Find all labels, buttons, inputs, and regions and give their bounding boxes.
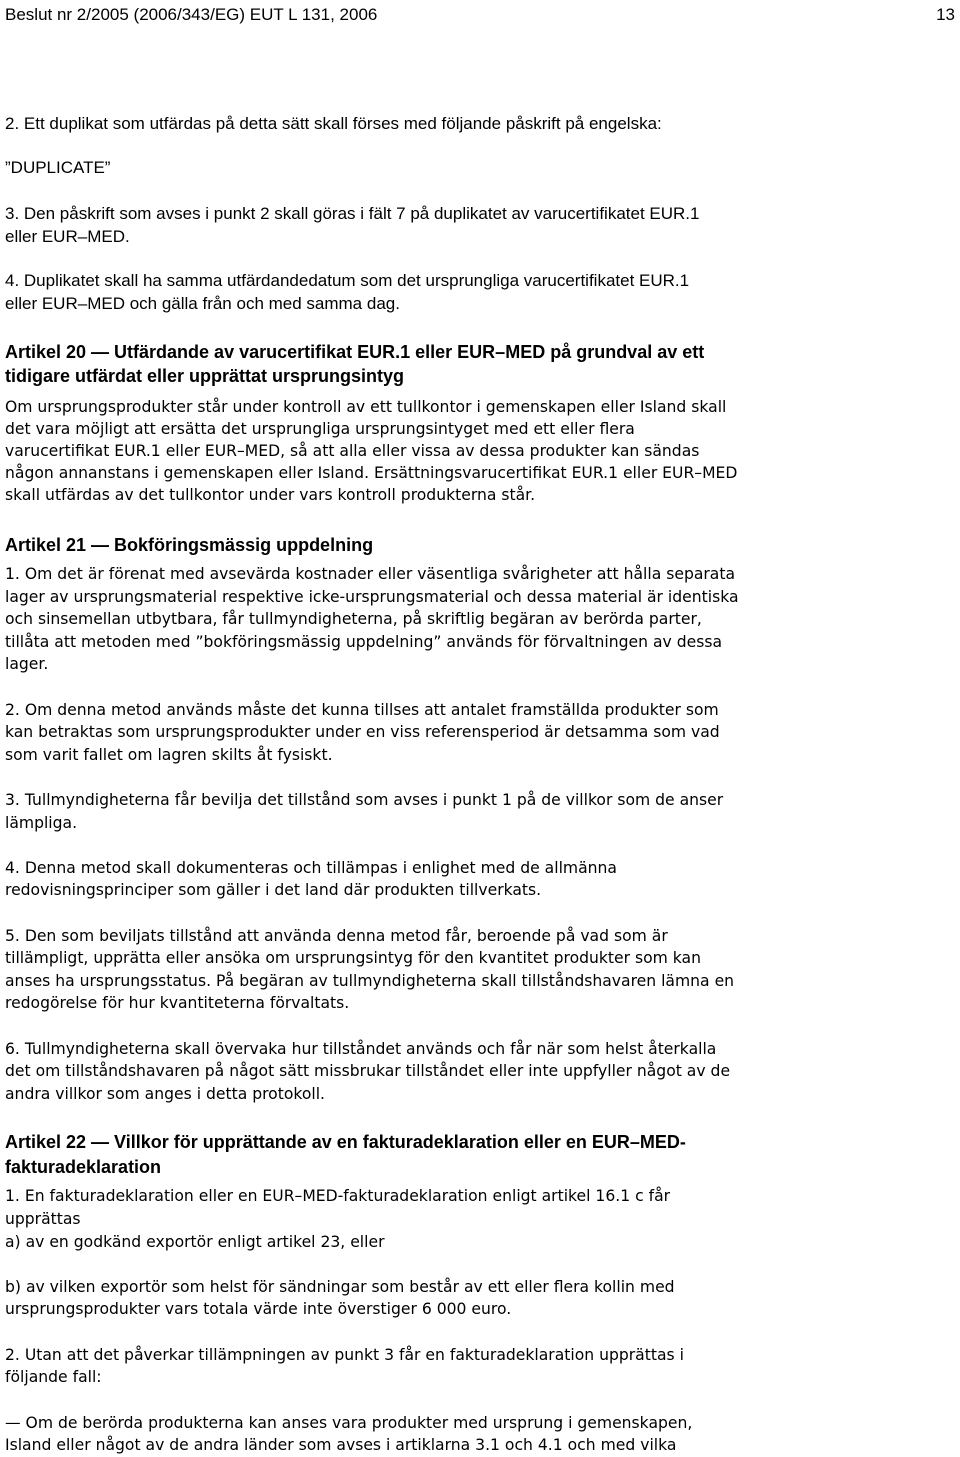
article-21-p6-line-3: andra villkor som anges i detta protokoll. — [5, 1085, 326, 1103]
article-21-p1-line-4: tillåta att metoden med ”bokföringsmässig uppdelning” används för förvaltningen av dessa — [5, 633, 723, 651]
article-20-body-line-4: någon annanstans i gemenskapen eller Island. Ersättningsvarucertifikat EUR.1 eller EUR–MED — [5, 464, 738, 482]
article-21-p2-line-2: kan betraktas som ursprungsprodukter under en viss referensperiod är detsamma som vad — [5, 723, 720, 741]
article-21-p5-line-3: anses ha ursprungsstatus. På begäran av tullmyndigheterna skall tillståndshavaren lämna en — [5, 972, 735, 990]
document-reference: Beslut nr 2/2005 (2006/343/EG) EUT L 131, 2006 — [5, 5, 378, 24]
paragraph-3-line-1: 3. Den påskrift som avses i punkt 2 skall göras i fält 7 på duplikatet av varucertifikatet EUR.1 — [5, 204, 700, 223]
paragraph-4-line-1: 4. Duplikatet skall ha samma utfärdandedatum som det ursprungliga varucertifikatet EUR.1 — [5, 271, 690, 290]
article-21-p5-line-2: tillämpligt, upprätta eller ansöka om ursprungsintyg för den kvantitet produkter som kan — [5, 949, 702, 967]
article-21-p6-line-1: 6. Tullmyndigheterna skall övervaka hur tillståndet används och får när som helst återkalla — [5, 1040, 717, 1058]
article-20-body-line-5: skall utfärdas av det tullkontor under vars kontroll produkterna står. — [5, 486, 536, 504]
article-20-heading-line-1: Artikel 20 — Utfärdande av varucertifikat EUR.1 eller EUR–MED på grundval av ett — [5, 342, 705, 362]
article-20-heading-line-2: tidigare utfärdat eller upprättat ursprungsintyg — [5, 366, 405, 386]
article-22-p1-line-2: upprättas — [5, 1210, 81, 1228]
article-21-p5-line-1: 5. Den som beviljats tillstånd att använda denna metod får, beroende på vad som är — [5, 927, 668, 945]
article-21-p4-line-1: 4. Denna metod skall dokumenteras och tillämpas i enlighet med de allmänna — [5, 859, 617, 877]
paragraph-4-line-2: eller EUR–MED och gälla från och med samma dag. — [5, 294, 400, 313]
article-20-body-line-3: varucertifikat EUR.1 eller EUR–MED, så att alla eller vissa av dessa produkter kan sändas — [5, 442, 700, 460]
article-20-body-line-2: det vara möjligt att ersätta det ursprungliga ursprungsintyget med ett eller flera — [5, 420, 635, 438]
page-header — [5, 5, 955, 27]
article-21-heading: Artikel 21 — Bokföringsmässig uppdelning — [5, 535, 374, 555]
article-22-p2-line-1: 2. Utan att det påverkar tillämpningen av punkt 3 får en fakturadeklaration upprättas i — [5, 1346, 684, 1364]
article-22-p1-line-1: 1. En fakturadeklaration eller en EUR–MED-fakturadeklaration enligt artikel 16.1 c får — [5, 1187, 671, 1205]
article-22-dash-item-line-1: — Om de berörda produkterna kan anses vara produkter med ursprung i gemenskapen, — [5, 1414, 693, 1432]
article-21-p3-line-2: lämpliga. — [5, 814, 78, 832]
article-21-p1-line-1: 1. Om det är förenat med avsevärda kostnader eller väsentliga svårigheter att hålla separata — [5, 565, 736, 583]
article-22-heading-line-1: Artikel 22 — Villkor för upprättande av en fakturadeklaration eller en EUR–MED- — [5, 1132, 686, 1152]
article-22-heading-line-2: fakturadeklaration — [5, 1157, 162, 1177]
article-22-item-b-line-1: b) av vilken exportör som helst för sändningar som består av ett eller flera kollin med — [5, 1278, 675, 1296]
article-22-item-a: a) av en godkänd exportör enligt artikel 23, eller — [5, 1233, 385, 1251]
page-number: 13 — [936, 5, 955, 24]
article-21-p3-line-1: 3. Tullmyndigheterna får bevilja det tillstånd som avses i punkt 1 på de villkor som de anser — [5, 791, 724, 809]
article-21-p6-line-2: det om tillståndshavaren på något sätt missbrukar tillståndet eller inte uppfyller något av de — [5, 1062, 731, 1080]
paragraph-3-line-2: eller EUR–MED. — [5, 227, 130, 246]
article-20-body-line-1: Om ursprungsprodukter står under kontroll av ett tullkontor i gemenskapen eller Island skall — [5, 398, 727, 416]
article-21-p2-line-1: 2. Om denna metod används måste det kunna tillses att antalet framställda produkter som — [5, 701, 719, 719]
article-21-p5-line-4: redogörelse för hur kvantiteterna förvaltats. — [5, 994, 350, 1012]
article-21-p1-line-5: lager. — [5, 655, 49, 673]
article-22-dash-item-line-2: Island eller något av de andra länder som avses i artiklarna 3.1 och 4.1 och med vilka — [5, 1436, 677, 1454]
article-21-p1-line-2: lager av ursprungsmaterial respektive icke-ursprungsmaterial och dessa material är identiska — [5, 588, 739, 606]
paragraph-2: 2. Ett duplikat som utfärdas på detta sätt skall förses med följande påskrift på engelska: — [5, 114, 662, 133]
duplicate-inscription: ”DUPLICATE” — [5, 158, 111, 177]
article-22-p2-line-2: följande fall: — [5, 1368, 102, 1386]
article-22-item-b-line-2: ursprungsprodukter vars totala värde inte överstiger 6 000 euro. — [5, 1300, 512, 1318]
article-21-p2-line-3: som varit fallet om lagren skilts åt fysiskt. — [5, 746, 333, 764]
article-21-p1-line-3: och sinsemellan utbytbara, får tullmyndigheterna, på skriftlig begäran av berörda parter, — [5, 610, 702, 628]
article-21-p4-line-2: redovisningsprinciper som gäller i det land där produkten tillverkats. — [5, 881, 542, 899]
